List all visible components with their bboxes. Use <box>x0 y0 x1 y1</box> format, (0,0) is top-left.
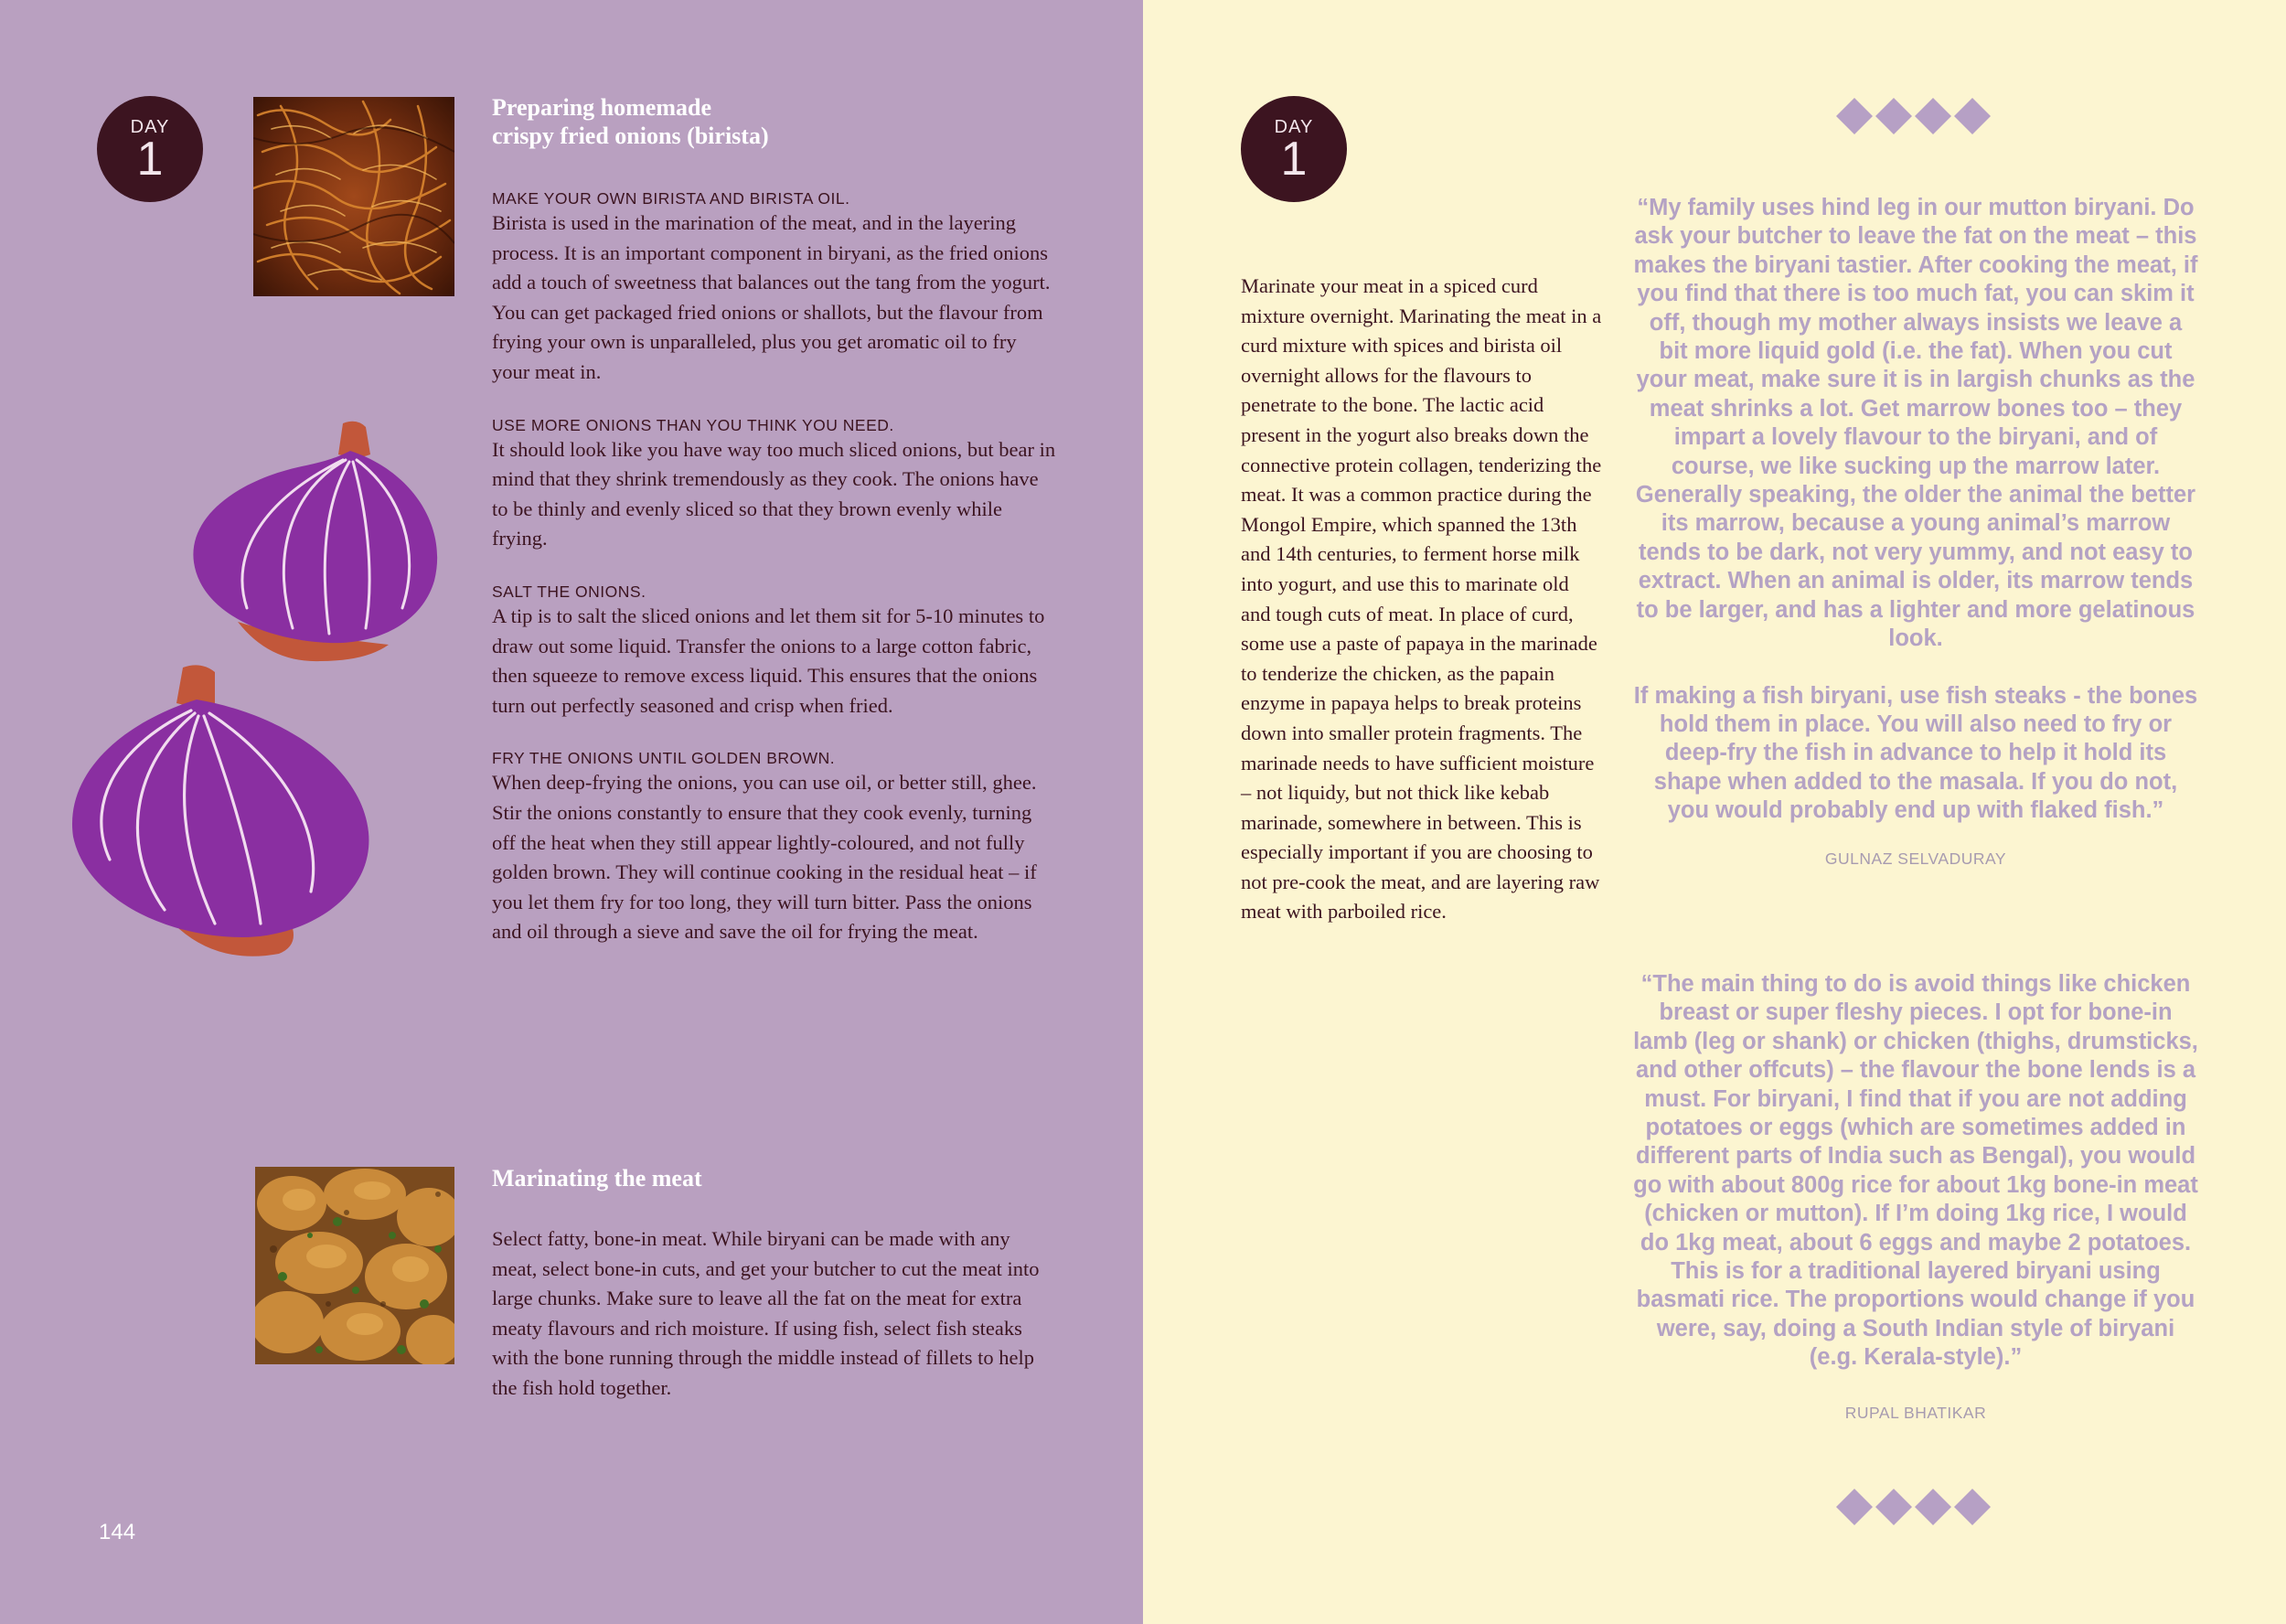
step-heading: MAKE YOUR OWN BIRISTA AND BIRISTA OIL. <box>492 189 850 208</box>
day-label: DAY <box>1274 117 1314 137</box>
quote-rupal <box>1632 970 2199 1423</box>
section-title-birista: Preparing homemade crispy fried onions (birista) <box>492 94 769 149</box>
step-block <box>492 748 1059 947</box>
quote-paragraph: “The main thing to do is avoid things like chicken breast or super fleshy pieces. I opt for bone-in lamb (leg or shank) or chicken (thighs, drumsticks, and other offcuts) – the flavour the bone lends is a must. For biryani, I find that if you are not adding potatoes or eggs (which are sometimes added in different parts of India such as Bengal), you would go with about 800g rice for about 1kg bone-in meat (chicken or mutton). If I’m doing 1kg rice, I would do 1kg meat, about 6 eggs and maybe 2 potatoes. This is for a traditional layered biryani using basmati rice. The proportions would change if you were, say, doing a South Indian style of biryani (e.g. Kerala-style).” <box>1633 971 2198 1371</box>
step-text: Birista is used in the marination of the meat, and in the layering process. It is an important component in biryani, as the fried onions add a touch of sweetness that balances out the tang from the yogurt. You can get packaged fried onions or shallots, but the flavour from frying your own is unparalleled, plus you get aromatic oil to fry your meat in. <box>492 211 1051 383</box>
fried-onions-photo <box>253 97 454 296</box>
marinating-text: Select fatty, bone-in meat. While biryani can be made with any meat, select bone-in cuts, and get your butcher to cut the meat into large chunks. Make sure to leave all the fat on the meat for extra meaty flavours and rich moisture. If using fish, select fish steaks with the bone running through the middle instead of fillets to help the fish hold together. <box>492 1227 1040 1399</box>
day-badge <box>1241 96 1347 202</box>
day-badge <box>97 96 203 202</box>
quote-author: RUPAL BHATIKAR <box>1844 1403 1987 1422</box>
quote-paragraph: If making a fish biryani, use fish steaks - the bones hold them in place. You will also need to fry or deep-fry the fish in advance to help it hold its shape when added to the masala. If you do not, you would probably end up with flaked fish.” <box>1633 682 2198 824</box>
section-title-marinating: Marinating the meat <box>492 1165 702 1191</box>
red-onion-illustration <box>183 416 448 672</box>
quote-author: GULNAZ SELVADURAY <box>1824 849 2007 868</box>
quote-gulnaz <box>1632 194 2199 869</box>
quote-paragraph: “My family uses hind leg in our mutton biryani. Do ask your butcher to leave the fat on the meat – this makes the biryani tastier. After cooking the meat, if you find that there is too much fat, you can skim it off, though my mother always insists we leave a bit more liquid gold (i.e. the fat). When you cut your meat, make sure it is in largish chunks as the meat shrinks a lot. Get marrow bones too – they impart a lovely flavour to the biryani, and of course, we like sucking up the marrow later. Generally speaking, the older the animal the better its marrow, because a young animal’s marrow tends to be dark, not very yummy, and not easy to extract. When an animal is older, its marrow tends to be larger, and has a lighter and more gelatinous look. <box>1633 195 2198 652</box>
day-label: DAY <box>130 117 170 137</box>
diamond-ornament <box>1834 1487 1999 1532</box>
step-heading: SALT THE ONIONS. <box>492 582 646 601</box>
red-onion-illustration <box>69 663 375 965</box>
step-block <box>492 582 1059 721</box>
step-text: When deep-frying the onions, you can use oil, or better still, ghee. Stir the onions constantly to ensure that they cook evenly, turning off the heat when they still appear lightly-coloured, and not fully golden brown. They will continue cooking in the residual heat – if you let them fry for too long, they will turn bitter. Pass the onions and oil through a sieve and save the oil for frying the meat. <box>492 771 1037 944</box>
day-number: 1 <box>136 133 164 186</box>
step-text: It should look like you have way too much sliced onions, but bear in mind that they shrink tremendously as they cook. The onions have to be thinly and evenly sliced so that they brown evenly while frying. <box>492 437 1056 550</box>
day-number: 1 <box>1280 133 1308 186</box>
step-heading: USE MORE ONIONS THAN YOU THINK YOU NEED. <box>492 415 894 434</box>
marinated-meat-photo <box>255 1167 454 1364</box>
step-block <box>492 188 1059 388</box>
step-text: A tip is to salt the sliced onions and let them sit for 5-10 minutes to draw out some liquid. Transfer the onions to a large cotton fabric, then squeeze to remove excess liquid. This ensures that the onions turn out perfectly seasoned and crisp when fried. <box>492 604 1045 717</box>
step-block <box>492 415 1059 554</box>
step-heading: FRY THE ONIONS UNTIL GOLDEN BROWN. <box>492 749 836 768</box>
page-number: 144 <box>99 1520 136 1544</box>
marinating-body <box>492 1224 1059 1431</box>
diamond-ornament <box>1834 96 1999 141</box>
birista-steps <box>492 188 1059 975</box>
marinate-body-text: Marinate your meat in a spiced curd mixture overnight. Marinating the meat in a curd mixture with spices and birista oil overnight allows for the flavours to penetrate to the bone. The lactic acid present in the yogurt also breaks down the connective protein collagen, tenderizing the meat. It was a common practice during the Mongol Empire, which spanned the 13th and 14th centuries, to ferment horse milk into yogurt, and use this to marinate old and tough cuts of meat. In place of curd, some use a paste of papaya in the marinade to tenderize the chicken, as the papain enzyme in papaya helps to break proteins down into smaller protein fragments. The marinade needs to have sufficient moisture – not liquidy, but not thick like kebab marinade, somewhere in between. This is especially important if you are choosing to not pre-cook the meat, and are layering raw meat with parboiled rice. <box>1241 274 1602 924</box>
